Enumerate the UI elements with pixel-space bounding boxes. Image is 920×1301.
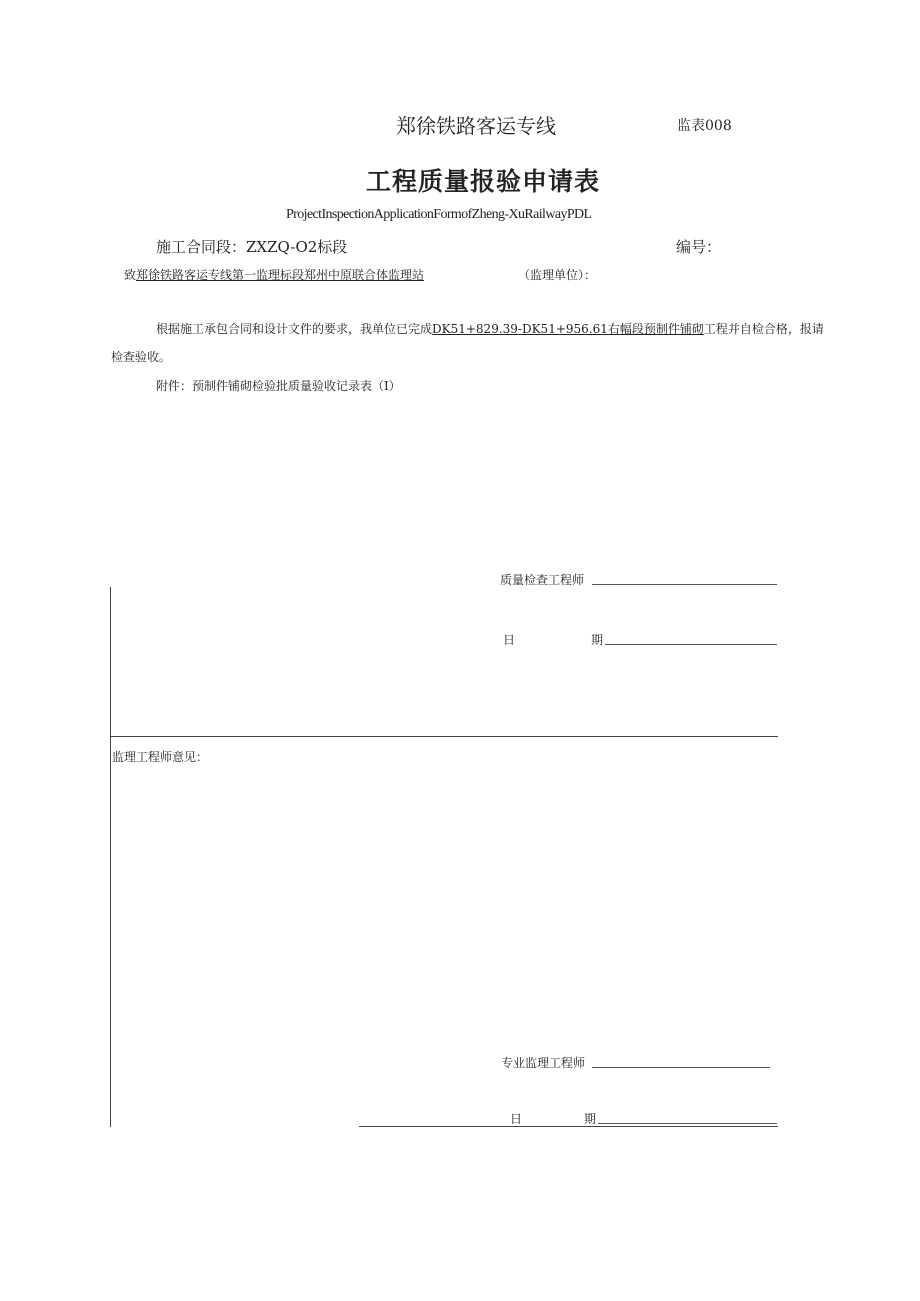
date-label-4: 期 [584,1112,597,1126]
table-bottom-border [359,1126,778,1127]
table-divider [110,736,778,737]
body-text-after: 工程并自检合格，报请 [703,322,824,336]
recipient-prefix: 致 [124,268,137,282]
body-line-2: 检查验收。 [111,350,172,364]
date-label-2: 期 [591,633,604,647]
form-title: 工程质量报验申请表 [366,167,601,196]
supervision-unit-label: （监理单位）： [518,268,597,282]
railway-name: 郑徐铁路客运专线 [396,114,556,138]
quality-engineer-signature-line [592,584,777,585]
contract-section: 施工合同段：ZXZQ-O2标段 [156,238,348,256]
recipient-name: 郑徐铁路客运专线第一监理标段郑州中原联合体监理站 [136,268,425,282]
body-paragraph [156,320,824,337]
recipient-line [124,266,424,283]
date-label-1: 日 [503,633,516,647]
quality-engineer-label: 质量检查工程师 [500,573,585,587]
form-number: 监表008 [677,118,732,134]
number-label: 编号： [676,238,722,256]
date-line-1 [605,644,777,645]
attachment-line: 附件：预制件铺砌检验批质量验收记录表（I） [156,379,401,393]
work-item: DK51+829.39-DK51+956.61右幅段预制件铺砌 [432,322,704,336]
supervising-engineer-label: 专业监理工程师 [501,1056,586,1070]
body-text-before: 根据施工承包合同和设计文件的要求，我单位已完成 [156,322,433,336]
supervisor-opinion-label: 监理工程师意见： [112,750,209,764]
supervising-engineer-signature-line [592,1067,770,1068]
table-left-border [110,587,111,1127]
english-title: ProjectInspectionApplicationFormofZheng-XuRailwayPDL [286,207,592,222]
date-label-3: 日 [510,1112,523,1126]
date-line-2 [598,1123,777,1124]
